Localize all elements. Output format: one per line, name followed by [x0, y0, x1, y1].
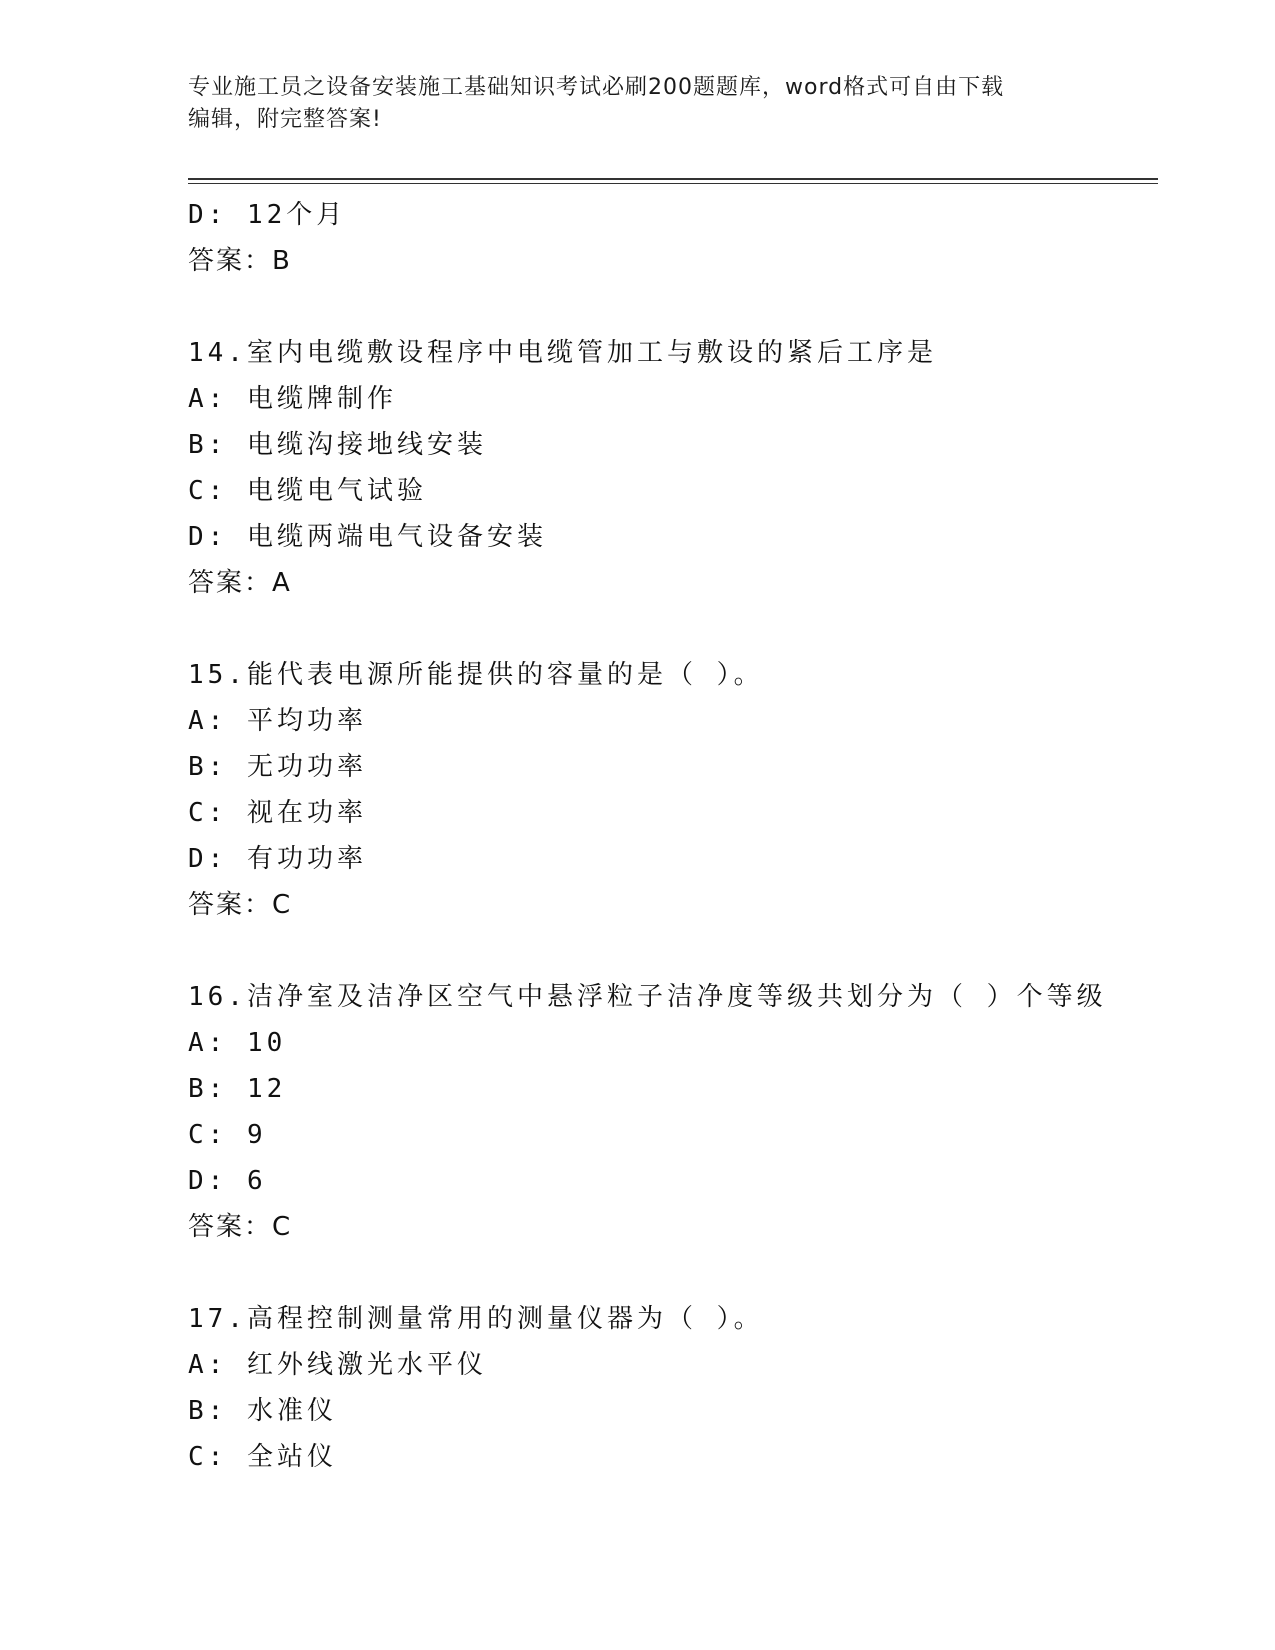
question-15: [188, 652, 1168, 928]
header-divider-thick: [188, 178, 1158, 180]
option-b: B: 水准仪: [188, 1396, 337, 1426]
option-c: C: 电缆电气试验: [188, 476, 427, 506]
option-a: A: 电缆牌制作: [188, 384, 397, 414]
option-a: A: 红外线激光水平仪: [188, 1350, 487, 1380]
question-text: 15.能代表电源所能提供的容量的是（ ）。: [188, 660, 764, 690]
option-c: C: 全站仪: [188, 1442, 337, 1472]
option-b: B: 12: [188, 1074, 287, 1104]
header-divider-thin: [188, 183, 1158, 184]
question-text: 14.室内电缆敷设程序中电缆管加工与敷设的紧后工序是: [188, 338, 937, 368]
header-line-2: 编辑，附完整答案!: [188, 107, 382, 132]
option-a: A: 平均功率: [188, 706, 367, 736]
option-c: C: 视在功率: [188, 798, 367, 828]
option-c: C: 9: [188, 1120, 267, 1150]
header-line-1: 专业施工员之设备安装施工基础知识考试必刷200题题库，word格式可自由下载: [188, 75, 1005, 100]
question-text: 16.洁净室及洁净区空气中悬浮粒子洁净度等级共划分为（ ）个等级: [188, 982, 1107, 1012]
option-d: D: 12个月: [188, 200, 347, 230]
answer-line: 答案：B: [188, 246, 292, 276]
option-d: D: 有功功率: [188, 844, 367, 874]
answer-line: 答案：C: [188, 890, 293, 920]
option-b: B: 电缆沟接地线安装: [188, 430, 487, 460]
option-b: B: 无功功率: [188, 752, 367, 782]
previous-question-tail: [188, 192, 1168, 284]
answer-line: 答案：C: [188, 1212, 293, 1242]
option-d: D: 6: [188, 1166, 267, 1196]
option-d: D: 电缆两端电气设备安装: [188, 522, 547, 552]
document-body: [188, 192, 1168, 1480]
question-14: [188, 330, 1168, 606]
question-16: [188, 974, 1168, 1250]
question-text: 17.高程控制测量常用的测量仪器为（ ）。: [188, 1304, 764, 1334]
question-17: [188, 1296, 1168, 1480]
option-a: A: 10: [188, 1028, 287, 1058]
document-header: [188, 72, 1088, 136]
answer-line: 答案：A: [188, 568, 292, 598]
